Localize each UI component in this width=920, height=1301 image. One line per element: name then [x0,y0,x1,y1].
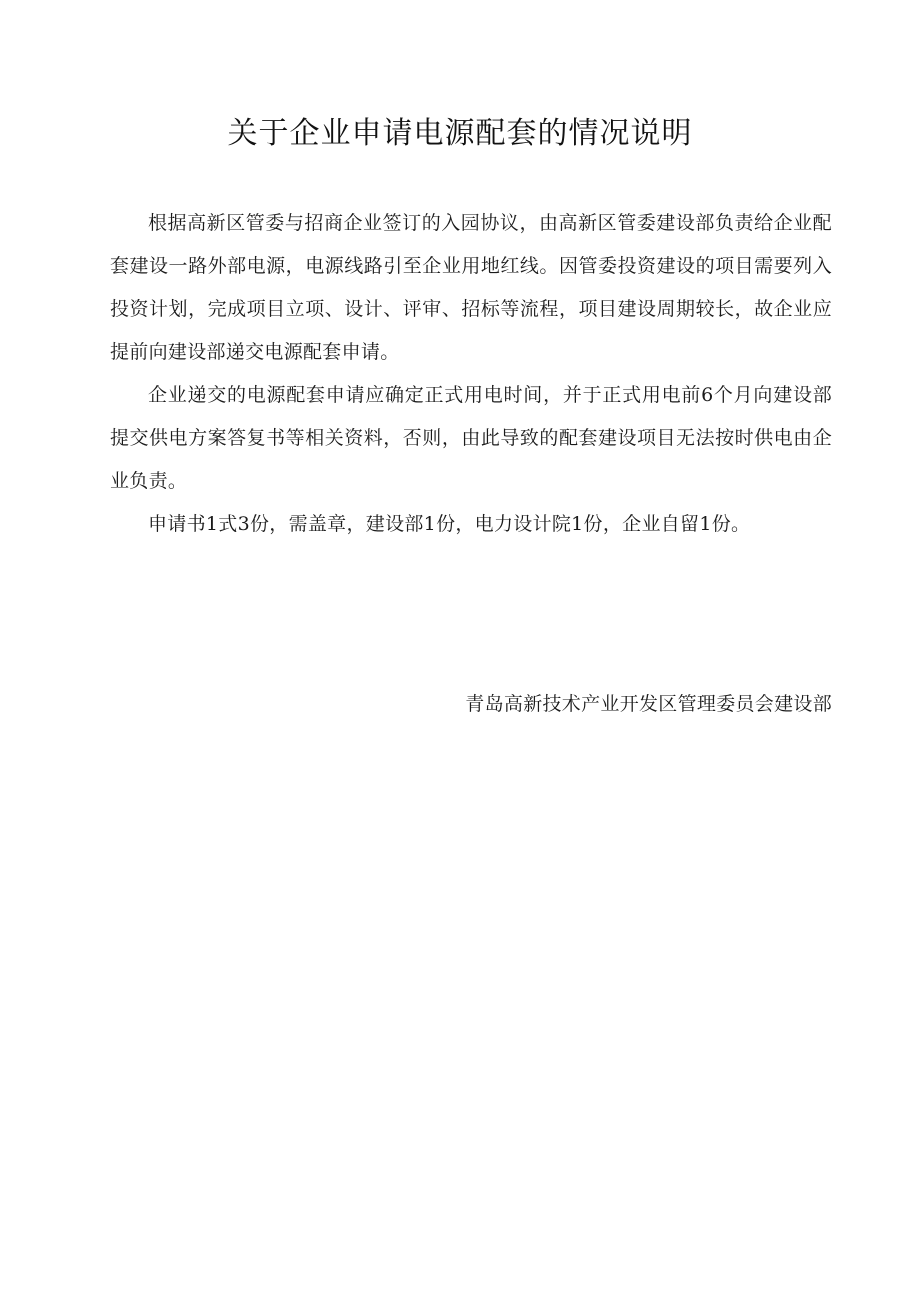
document-title: 关于企业申请电源配套的情况说明 [227,116,693,151]
paragraph-agreement: 根据高新区管委与招商企业签订的入园协议，由高新区管委建设部负责给企业配套建设一路外部电源，电源线路引至企业用地红线。因管委投资建设的项目需要列入投资计划，完成项目立项、设计、评审、招标等流程，项目建设周期较长，故企业应提前向建设部递交电源配套申请。 [110,212,832,363]
paragraph-submission: 企业递交的电源配套申请应确定正式用电时间，并于正式用电前6个月向建设部提交供电方案答复书等相关资料，否则，由此导致的配套建设项目无法按时供电由企业负责。 [110,384,832,492]
issuer-signature: 青岛高新技术产业开发区管理委员会建设部 [465,693,832,715]
document-body [110,202,832,546]
paragraph-copies: 申请书1式3份，需盖章，建设部1份，电力设计院1份，企业自留1份。 [148,513,751,535]
